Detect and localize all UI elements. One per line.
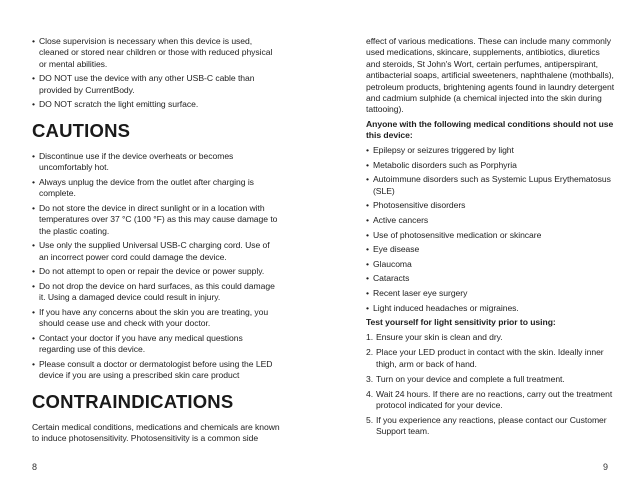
step-number: 4.: [366, 388, 374, 399]
step-number: 5.: [366, 415, 374, 425]
step-text: If you experience any reactions, please contact our Customer Support team.: [376, 415, 607, 437]
list-item: • Cataracts: [366, 273, 616, 284]
step-number: 2.: [366, 347, 374, 358]
list-item: • Always unplug the device from the outlet after charging is complete.: [32, 177, 280, 200]
list-item: • If you have any concerns about the skin you are treating, you should cease use and check with your doctor.: [32, 307, 280, 330]
right-column: [366, 36, 616, 441]
conditions-bullet-list: [366, 145, 616, 314]
step-text: Turn on your device and complete a full treatment.: [376, 373, 565, 384]
step-number: 1.: [366, 332, 374, 343]
list-item: • Autoimmune disorders such as Systemic Lupus Erythematosus (SLE): [366, 174, 616, 197]
step-text: Wait 24 hours. If there are no reactions, carry out the treatment protocol indicated for your device.: [376, 388, 613, 410]
step-text: Ensure your skin is clean and dry.: [376, 332, 503, 343]
list-item: • Active cancers: [366, 215, 616, 226]
list-item: • Use of photosensitive medication or skincare: [366, 230, 616, 241]
list-item: • Close supervision is necessary when this device is used, cleaned or stored near children or those with reduced physical or mental abilities.: [32, 36, 280, 70]
list-item: • DO NOT use the device with any other USB-C cable than provided by CurrentBody.: [32, 73, 280, 96]
list-item: • Light induced headaches or migraines.: [366, 303, 616, 314]
list-item: • Eye disease: [366, 244, 616, 255]
page-number: 8: [32, 462, 38, 472]
step-text: Place your LED product in contact with the skin. Ideally inner thigh, arm or back of hand.: [376, 347, 604, 369]
step-number: 3.: [366, 373, 374, 384]
contraindications-paragraph: Certain medical conditions, medications and chemicals are known to induce photosensitivity. Photosensitivity is a common side: [32, 421, 280, 444]
list-item: • Contact your doctor if you have any medical questions regarding use of this device.: [32, 333, 280, 356]
list-item: [366, 347, 616, 370]
list-item: • Discontinue use if the device overheats or becomes uncomfortably hot.: [32, 151, 280, 174]
list-item: • Do not drop the device on hard surfaces, as this could damage it. Using a damaged device could result in injury.: [32, 281, 280, 304]
list-item: • Glaucoma: [366, 259, 616, 270]
list-item: [366, 415, 616, 438]
list-item: • DO NOT scratch the light emitting surface.: [32, 99, 280, 110]
list-item: • Epilepsy or seizures triggered by light: [366, 145, 616, 156]
list-item: • Do not attempt to open or repair the device or power supply.: [32, 266, 280, 277]
conditions-subhead: Anyone with the following medical conditions should not use this device:: [366, 118, 614, 141]
left-column: [32, 36, 280, 447]
cautions-bullet-list: [32, 151, 280, 382]
page-number: 9: [602, 462, 608, 472]
list-item: [366, 389, 616, 412]
contraindications-heading: CONTRAINDICATIONS: [32, 390, 234, 412]
list-item: • Use only the supplied Universal USB-C charging cord. Use of an incorrect power cord could damage the device.: [32, 240, 280, 263]
list-item: [366, 332, 616, 343]
cautions-heading: CAUTIONS: [32, 119, 131, 141]
continued-paragraph: effect of various medications. These can include many commonly used medications, skincare, supplements, antibiotics, diuretics and steroids, St John's Wort, certain perfumes, antiperspirant, antibacterial soaps, artificial sweeteners, naphthalene (mothballs), petroleum products, brightening agents found in laundry detergent and cadmium sulphide (a chemical injected into the skin during tattooing).: [366, 36, 615, 115]
list-item: • Do not store the device in direct sunlight or in a location with temperatures over 37 °C (100 °F) as this may cause damage to the plastic coating.: [32, 203, 280, 237]
list-item: • Please consult a doctor or dermatologist before using the LED device if you are using a prescribed skin care product: [32, 359, 280, 382]
list-item: • Recent laser eye surgery: [366, 288, 616, 299]
intro-bullet-list: [32, 36, 280, 111]
test-steps-list: [366, 332, 616, 438]
right-page: [320, 0, 640, 496]
list-item: • Photosensitive disorders: [366, 200, 616, 211]
list-item: [366, 374, 616, 385]
list-item: • Metabolic disorders such as Porphyria: [366, 160, 616, 171]
test-subhead: Test yourself for light sensitivity prior to using:: [366, 317, 556, 328]
